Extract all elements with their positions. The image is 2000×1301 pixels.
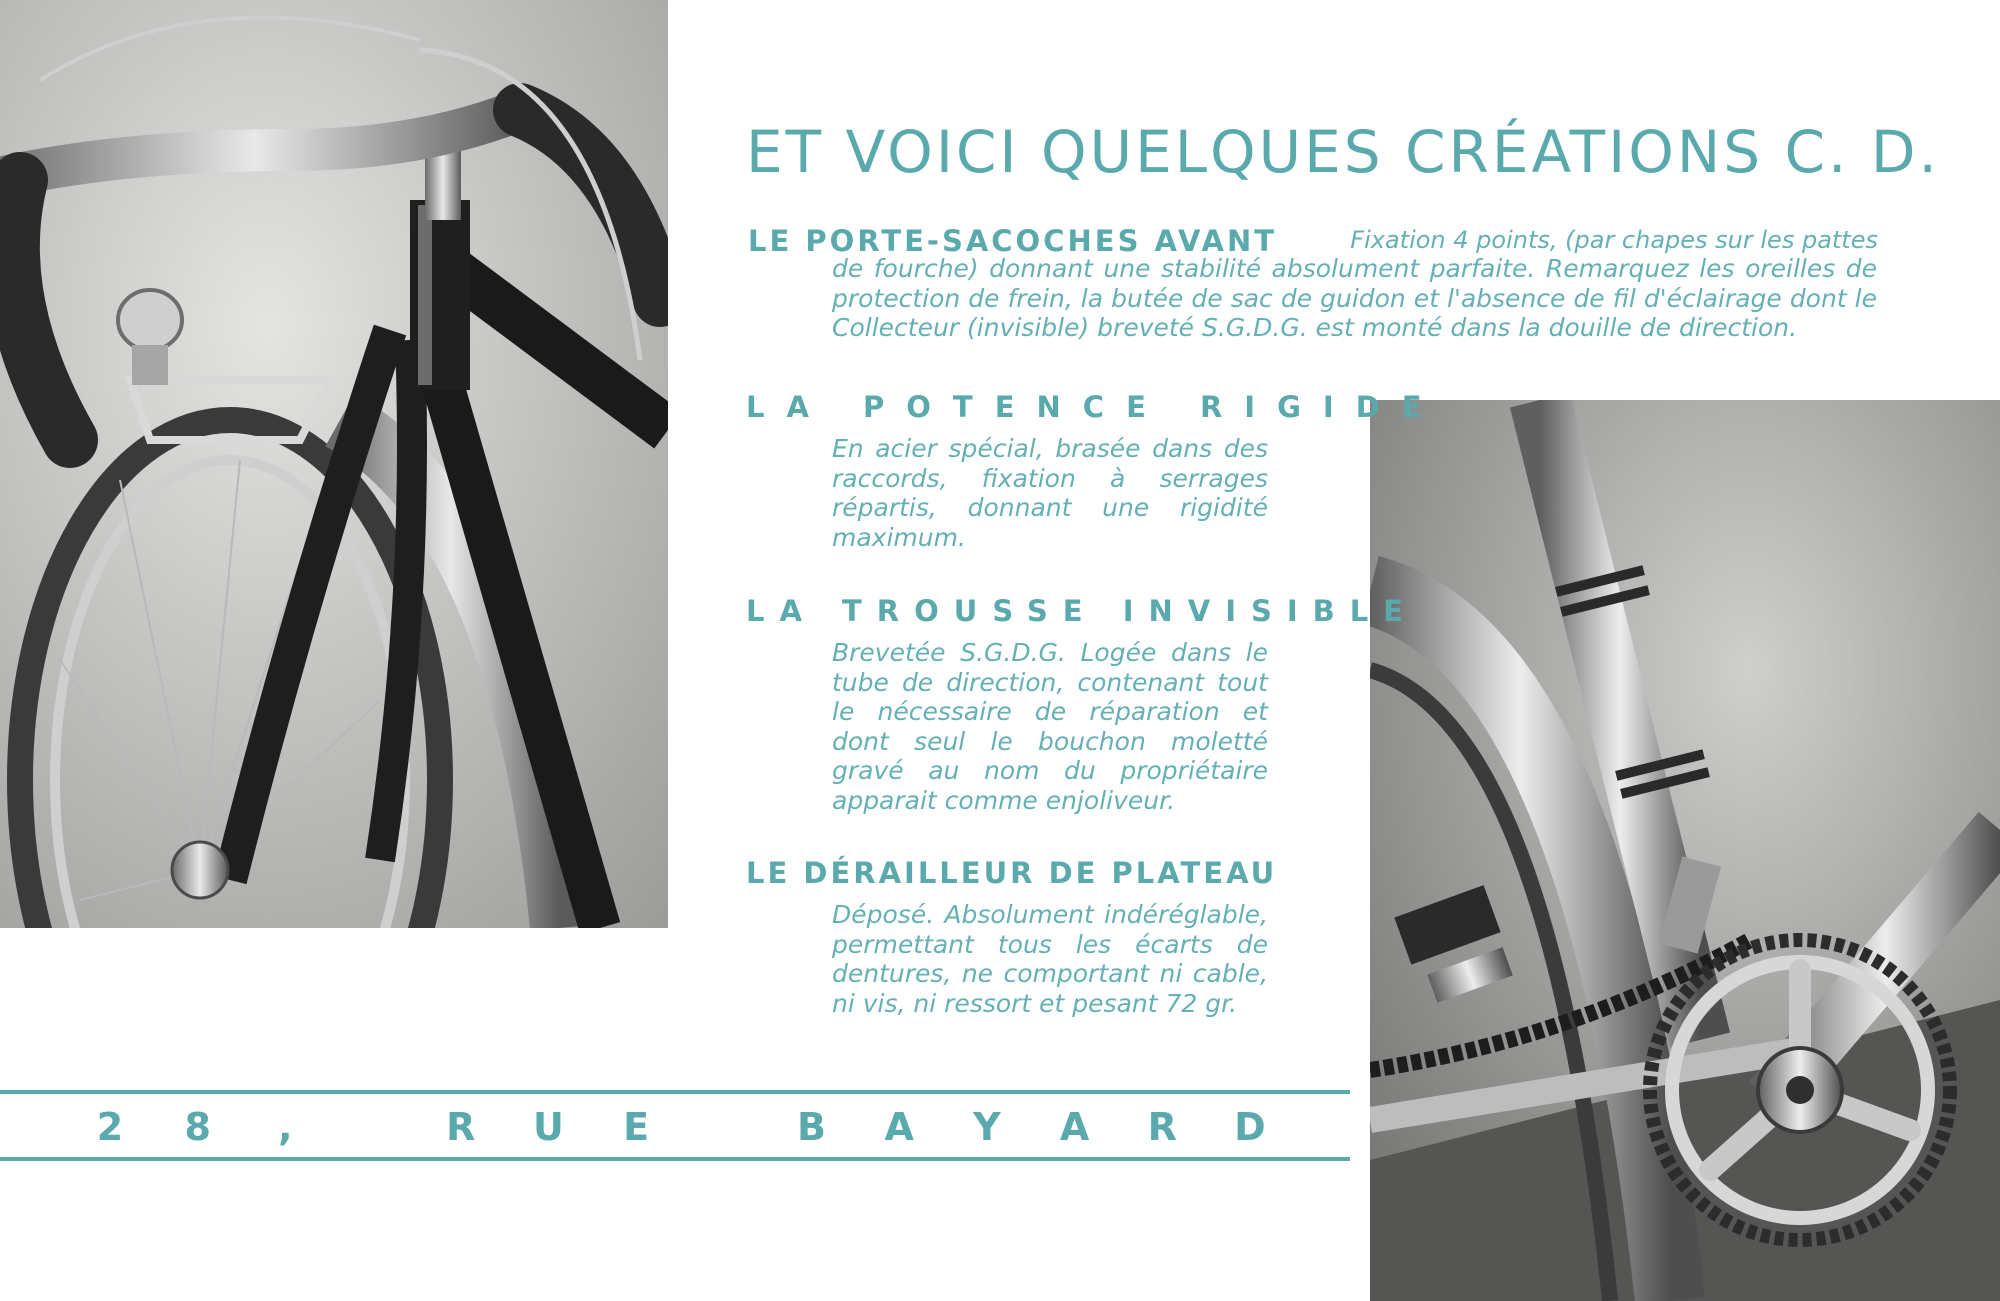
section-body-derailleur: Déposé. Absolument indéréglable, permettant tous les écarts de dentures, ne comportant ni cable, ni vis, ni ressort et pesant 72 gr. [832,900,1268,1018]
page-headline: ET VOICI QUELQUES CRÉATIONS C. D. [746,118,1940,186]
address-char: A [1059,1105,1090,1149]
address-char: R [1147,1105,1177,1149]
section-title-derailleur: LE DÉRAILLEUR DE PLATEAU [746,856,1278,890]
bicycle-crank-photo [1370,400,2000,1301]
section-body-porte-sacoches: de fourche) donnant une stabilité absolument parfaite. Remarquez les oreilles de protection de frein, la butée de sac de guidon et l'absence de fil d'éclairage dont le Collecteur (invisible) breveté S.G.D.G. est monté dans la douille de direction. [832,254,1877,342]
address-char: E [623,1105,650,1149]
address-char: B [797,1105,826,1149]
address-char: 2 [96,1105,124,1149]
address-rule-bottom [0,1157,1350,1161]
address-char: 8 [184,1105,211,1149]
section-body-trousse: Brevetée S.G.D.G. Logée dans le tube de direction, contenant tout le nécessaire de réparation et dont seul le bouchon moletté gravé au nom du propriétaire apparait comme enjoliveur. [832,638,1268,815]
address-line [90,1104,1270,1150]
address-char: A [884,1105,914,1149]
section-body-potence: En acier spécial, brasée dans des raccords, fixation à serrages répartis, donnant une rigidité maximum. [832,434,1268,552]
section-title-potence: LA POTENCE RIGIDE [746,390,1444,424]
address-char: R [446,1105,476,1149]
address-rule-top [0,1090,1350,1094]
address-char: Y [973,1105,1001,1149]
address-char: , [278,1105,293,1149]
section-title-porte-sacoches: LE PORTE-SACOCHES AVANT [748,224,1278,258]
address-char: U [533,1105,564,1149]
bicycle-front-photo [0,0,668,928]
section-body-porte-sacoches-first-line: Fixation 4 points, (par chapes sur les pattes [1350,226,1878,254]
address-char: D [1234,1105,1266,1149]
section-title-trousse: LA TROUSSE INVISIBLE [746,594,1419,628]
